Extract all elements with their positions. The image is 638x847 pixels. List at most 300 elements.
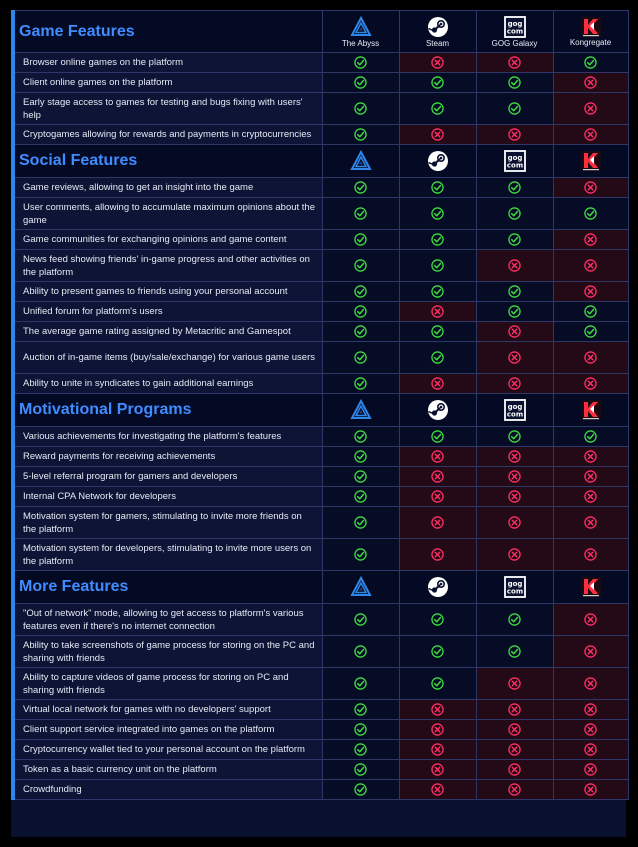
check-icon [354,761,367,778]
feature-label: Motivation system for developers, stimulating to invite more users on the platform [13,539,322,571]
table-row [13,740,628,760]
check-icon [431,323,444,340]
cell-gog-galaxy [476,539,553,571]
cell-kongregate [553,198,628,230]
cell-gog-galaxy [476,53,553,73]
check-icon [354,205,367,222]
check-icon [431,349,444,366]
feature-label: 5-level referral program for gamers and developers [13,467,322,487]
platform-header-gog-galaxy [476,11,553,53]
check-icon [508,611,521,628]
feature-label: News feed showing friends' in-game progress and other activities on the platform [13,250,322,282]
cell-steam [399,342,476,374]
cell-gog-galaxy [476,447,553,467]
cell-the-abyss [322,230,399,250]
table-row [13,760,628,780]
cross-icon [508,448,521,465]
table-row [13,93,628,125]
check-icon [354,323,367,340]
feature-label: Motivation system for gamers, stimulating to invite more friends on the platform [13,507,322,539]
cell-steam [399,720,476,740]
platform-header-kongregate [553,571,628,604]
cell-the-abyss [322,250,399,282]
cell-steam [399,53,476,73]
cross-icon [584,761,597,778]
cross-icon [584,546,597,563]
cross-icon [431,448,444,465]
check-icon [431,428,444,445]
check-icon [508,428,521,445]
cell-the-abyss [322,780,399,800]
check-icon [584,428,597,445]
steam-logo-icon [427,18,449,35]
cell-steam [399,322,476,342]
section-header-game-features [13,11,628,53]
cell-gog-galaxy [476,467,553,487]
cell-steam [399,760,476,780]
check-icon [354,179,367,196]
check-icon [354,721,367,738]
cross-icon [508,349,521,366]
platform-header-gog-galaxy [476,571,553,604]
cell-gog-galaxy [476,230,553,250]
table-row [13,636,628,668]
cell-steam [399,740,476,760]
platform-header-kongregate [553,145,628,178]
cell-steam [399,427,476,447]
platform-header-kongregate [553,11,628,53]
platform-header-the-abyss [322,394,399,427]
check-icon [431,231,444,248]
platform-header-gog-galaxy [476,145,553,178]
check-icon [508,303,521,320]
cell-kongregate [553,467,628,487]
cell-kongregate [553,604,628,636]
cross-icon [431,781,444,798]
cell-steam [399,125,476,145]
cell-kongregate [553,93,628,125]
check-icon [354,303,367,320]
cell-the-abyss [322,198,399,230]
cross-icon [508,701,521,718]
check-icon [354,675,367,692]
cell-the-abyss [322,507,399,539]
cell-the-abyss [322,604,399,636]
table-row [13,539,628,571]
check-icon [584,323,597,340]
steam-logo-icon [427,152,449,169]
check-icon [508,179,521,196]
gog-logo-icon [504,18,526,35]
check-icon [431,74,444,91]
cell-the-abyss [322,93,399,125]
cell-the-abyss [322,53,399,73]
cross-icon [431,126,444,143]
feature-label: Auction of in-game items (buy/sale/exchange) for various game users [13,342,322,374]
table-row [13,178,628,198]
cell-steam [399,374,476,394]
cell-kongregate [553,668,628,700]
cross-icon [508,375,521,392]
cross-icon [431,54,444,71]
feature-label: Cryptogames allowing for rewards and payments in cryptocurrencies [13,125,322,145]
cell-gog-galaxy [476,374,553,394]
comparison-table [11,10,626,837]
check-icon [354,643,367,660]
check-icon [354,701,367,718]
steam-logo-icon [427,401,449,418]
table-row [13,467,628,487]
cell-the-abyss [322,539,399,571]
svg-text:gog: gog [507,154,522,162]
cell-steam [399,467,476,487]
cross-icon [431,741,444,758]
cell-kongregate [553,125,628,145]
table-row [13,250,628,282]
cross-icon [584,741,597,758]
cell-kongregate [553,539,628,571]
cell-kongregate [553,487,628,507]
cross-icon [584,231,597,248]
cell-gog-galaxy [476,322,553,342]
cell-gog-galaxy [476,700,553,720]
cross-icon [508,761,521,778]
steam-logo-icon [427,578,449,595]
cell-gog-galaxy [476,73,553,93]
cell-the-abyss [322,760,399,780]
svg-text:gog: gog [507,19,522,28]
check-icon [354,126,367,143]
cross-icon [584,701,597,718]
platform-header-steam [399,145,476,178]
cell-gog-galaxy [476,302,553,322]
feature-label: Ability to take screenshots of game process for storing on the PC and sharing with friends [13,636,322,668]
table-row [13,507,628,539]
check-icon [354,741,367,758]
cross-icon [584,257,597,274]
cell-kongregate [553,720,628,740]
cross-icon [508,514,521,531]
cell-steam [399,636,476,668]
check-icon [354,375,367,392]
cell-steam [399,178,476,198]
table-row [13,322,628,342]
cross-icon [584,611,597,628]
cross-icon [508,781,521,798]
cell-kongregate [553,700,628,720]
check-icon [431,205,444,222]
check-icon [508,283,521,300]
feature-label: Ability to capture videos of game process for storing on PC and sharing with friends [13,668,322,700]
table-row [13,720,628,740]
feature-label: Reward payments for receiving achievements [13,447,322,467]
cell-gog-galaxy [476,125,553,145]
cross-icon [508,54,521,71]
table-row [13,73,628,93]
feature-label: Early stage access to games for testing and bugs fixing with users' help [13,93,322,125]
cell-the-abyss [322,178,399,198]
cell-steam [399,447,476,467]
cross-icon [508,488,521,505]
cross-icon [584,721,597,738]
check-icon [431,643,444,660]
cross-icon [508,468,521,485]
platform-name: GOG Galaxy [491,38,538,48]
table-row [13,780,628,800]
platform-name: Kongregate [569,37,612,47]
check-icon [431,179,444,196]
cross-icon [508,741,521,758]
cell-the-abyss [322,487,399,507]
svg-text:gog: gog [507,403,522,411]
cell-gog-galaxy [476,427,553,447]
cross-icon [584,643,597,660]
feature-label: Crowdfunding [13,780,322,800]
platform-header-steam [399,11,476,53]
feature-label: Game communities for exchanging opinions and game content [13,230,322,250]
section-title: More Features [13,571,322,604]
cell-the-abyss [322,125,399,145]
cell-steam [399,198,476,230]
check-icon [431,100,444,117]
platform-header-the-abyss [322,11,399,53]
cell-the-abyss [322,740,399,760]
table-row [13,198,628,230]
cross-icon [431,468,444,485]
cross-icon [431,701,444,718]
cell-gog-galaxy [476,760,553,780]
cell-kongregate [553,230,628,250]
cross-icon [584,126,597,143]
table-row [13,700,628,720]
table-row [13,230,628,250]
cross-icon [584,514,597,531]
check-icon [354,488,367,505]
cell-steam [399,250,476,282]
cell-the-abyss [322,447,399,467]
cross-icon [431,546,444,563]
cell-the-abyss [322,322,399,342]
cross-icon [584,675,597,692]
check-icon [354,283,367,300]
cell-steam [399,539,476,571]
platform-name: Steam [425,38,450,48]
cell-steam [399,604,476,636]
cell-kongregate [553,73,628,93]
cell-gog-galaxy [476,93,553,125]
svg-text:com: com [506,27,523,35]
cell-steam [399,73,476,93]
cross-icon [584,349,597,366]
abyss-logo-icon [350,401,372,418]
cell-the-abyss [322,374,399,394]
cell-kongregate [553,302,628,322]
cell-the-abyss [322,668,399,700]
cross-icon [431,761,444,778]
check-icon [584,54,597,71]
check-icon [354,54,367,71]
cell-kongregate [553,178,628,198]
cell-kongregate [553,374,628,394]
cell-gog-galaxy [476,507,553,539]
check-icon [354,349,367,366]
svg-text:com: com [506,161,523,170]
cell-the-abyss [322,73,399,93]
section-header-social-features [13,145,628,178]
cell-gog-galaxy [476,250,553,282]
feature-label: Game reviews, allowing to get an insight into the game [13,178,322,198]
kongregate-logo-icon [581,578,601,595]
table-row [13,53,628,73]
feature-label: Ability to unite in syndicates to gain additional earnings [13,374,322,394]
cross-icon [431,721,444,738]
cell-gog-galaxy [476,198,553,230]
abyss-logo-icon [350,152,372,169]
feature-label: Client online games on the platform [13,73,322,93]
cross-icon [508,546,521,563]
table-row [13,668,628,700]
svg-text:gog: gog [507,580,522,588]
cell-the-abyss [322,636,399,668]
cross-icon [584,375,597,392]
cell-steam [399,487,476,507]
kongregate-logo-icon [581,401,601,418]
section-header-motivational-programs [13,394,628,427]
table-row [13,427,628,447]
cell-gog-galaxy [476,282,553,302]
feature-label: Various achievements for investigating the platform's features [13,427,322,447]
cell-steam [399,668,476,700]
cross-icon [508,721,521,738]
section-title: Motivational Programs [13,394,322,427]
cross-icon [584,179,597,196]
check-icon [354,781,367,798]
table-row [13,302,628,322]
cross-icon [431,375,444,392]
check-icon [584,303,597,320]
svg-text:com: com [506,410,523,419]
check-icon [508,231,521,248]
cross-icon [508,323,521,340]
cell-gog-galaxy [476,668,553,700]
cross-icon [584,468,597,485]
check-icon [354,100,367,117]
cell-kongregate [553,780,628,800]
platform-header-kongregate [553,394,628,427]
platform-header-gog-galaxy [476,394,553,427]
cell-the-abyss [322,467,399,487]
abyss-logo-icon [350,578,372,595]
cell-kongregate [553,53,628,73]
check-icon [354,546,367,563]
cell-gog-galaxy [476,740,553,760]
cell-the-abyss [322,342,399,374]
section-header-more-features [13,571,628,604]
check-icon [508,100,521,117]
cross-icon [431,303,444,320]
cell-kongregate [553,740,628,760]
table-row [13,125,628,145]
check-icon [354,611,367,628]
platform-header-steam [399,394,476,427]
gog-logo-icon [504,401,526,418]
check-icon [508,205,521,222]
cell-kongregate [553,282,628,302]
check-icon [431,257,444,274]
check-icon [354,231,367,248]
check-icon [431,283,444,300]
cell-steam [399,93,476,125]
cell-the-abyss [322,700,399,720]
check-icon [431,675,444,692]
cross-icon [584,448,597,465]
cell-kongregate [553,760,628,780]
cell-gog-galaxy [476,780,553,800]
feature-label: Unified forum for platform's users [13,302,322,322]
cell-steam [399,780,476,800]
cross-icon [431,488,444,505]
cell-the-abyss [322,302,399,322]
check-icon [354,428,367,445]
cell-gog-galaxy [476,604,553,636]
table-row [13,374,628,394]
cell-steam [399,230,476,250]
check-icon [354,514,367,531]
cell-the-abyss [322,282,399,302]
kongregate-logo-icon [581,18,601,35]
table-row [13,487,628,507]
feature-label: "Out of network" mode, allowing to get access to platform's various features even if there's no internet connection [13,604,322,636]
cell-steam [399,507,476,539]
feature-label: Ability to present games to friends using your personal account [13,282,322,302]
check-icon [354,74,367,91]
cross-icon [584,283,597,300]
platform-name: The Abyss [341,38,380,48]
table-row [13,342,628,374]
check-icon [354,468,367,485]
check-icon [584,205,597,222]
cell-gog-galaxy [476,342,553,374]
cross-icon [431,514,444,531]
check-icon [354,448,367,465]
platform-header-steam [399,571,476,604]
cell-the-abyss [322,427,399,447]
cross-icon [508,126,521,143]
cell-steam [399,302,476,322]
feature-label: Browser online games on the platform [13,53,322,73]
svg-text:com: com [506,587,523,596]
cell-kongregate [553,447,628,467]
cross-icon [584,488,597,505]
cell-kongregate [553,507,628,539]
cell-gog-galaxy [476,720,553,740]
cross-icon [584,74,597,91]
cell-steam [399,700,476,720]
cell-kongregate [553,322,628,342]
cell-kongregate [553,636,628,668]
feature-label: Token as a basic currency unit on the platform [13,760,322,780]
platform-header-the-abyss [322,571,399,604]
platform-header-the-abyss [322,145,399,178]
section-title: Social Features [13,145,322,178]
cell-gog-galaxy [476,487,553,507]
table-row [13,282,628,302]
table-row [13,447,628,467]
cross-icon [584,781,597,798]
check-icon [431,611,444,628]
check-icon [508,74,521,91]
cell-gog-galaxy [476,178,553,198]
